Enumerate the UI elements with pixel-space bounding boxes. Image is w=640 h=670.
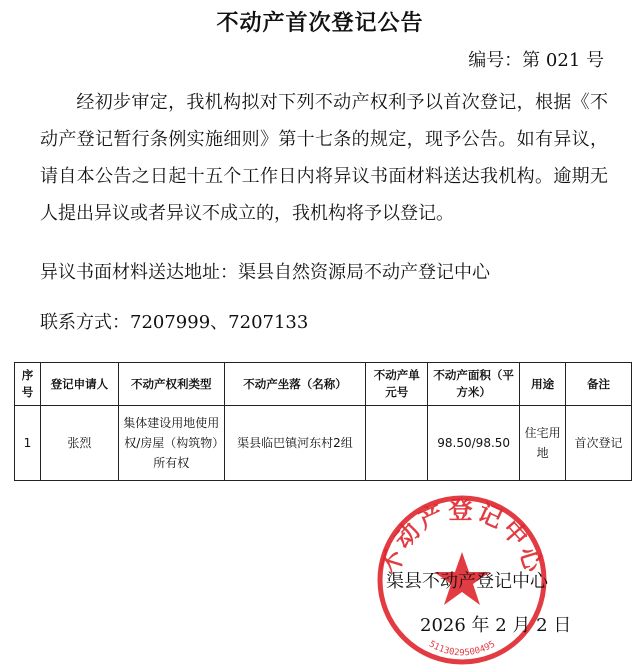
table-header-row (15, 363, 632, 406)
header-seq: 序号 (15, 363, 41, 406)
svg-text:5113029500495: 5113029500495 (426, 639, 498, 659)
header-remark: 备注 (566, 363, 632, 406)
cell-remark: 首次登记 (566, 406, 632, 481)
cell-seq: 1 (15, 406, 41, 481)
cell-right-type: 集体建设用地使用权/房屋（构筑物）所有权 (118, 406, 224, 481)
contact-info: 联系方式：7207999、7207133 (40, 312, 309, 333)
cell-location: 渠县临巴镇河东村2组 (224, 406, 366, 481)
cell-unit-no (366, 406, 428, 481)
header-area: 不动产面积（平方米） (428, 363, 520, 406)
cell-usage: 住宅用地 (520, 406, 566, 481)
notice-title: 不动产首次登记公告 (216, 11, 424, 36)
header-usage: 用途 (520, 363, 566, 406)
document-number: 编号：第 021 号 (468, 50, 604, 71)
issue-date: 2026 年 2 月 2 日 (420, 615, 572, 636)
header-right-type: 不动产权利类型 (118, 363, 224, 406)
cell-area: 98.50/98.50 (428, 406, 520, 481)
header-unit-no: 不动产单元号 (366, 363, 428, 406)
objection-address: 异议书面材料送达地址：渠县自然资源局不动产登记中心 (40, 262, 490, 283)
svg-text:不动产登记中心: 不动产登记中心 (375, 496, 549, 578)
issuer-name: 渠县不动产登记中心 (386, 571, 548, 592)
table-row (15, 406, 632, 481)
notice-body (40, 84, 608, 232)
header-location: 不动产坐落（名称） (224, 363, 366, 406)
cell-applicant: 张烈 (40, 406, 118, 481)
registration-table (14, 362, 632, 481)
notice-body-text: 经初步审定，我机构拟对下列不动产权利予以首次登记，根据《不动产登记暂行条例实施细则》第十七条的规定，现予公告。如有异议，请自本公告之日起十五个工作日内将异议书面材料送达我机构。逾期无人提出异议或者异议不成立的，我机构将予以登记。 (40, 92, 608, 224)
header-applicant: 登记申请人 (40, 363, 118, 406)
